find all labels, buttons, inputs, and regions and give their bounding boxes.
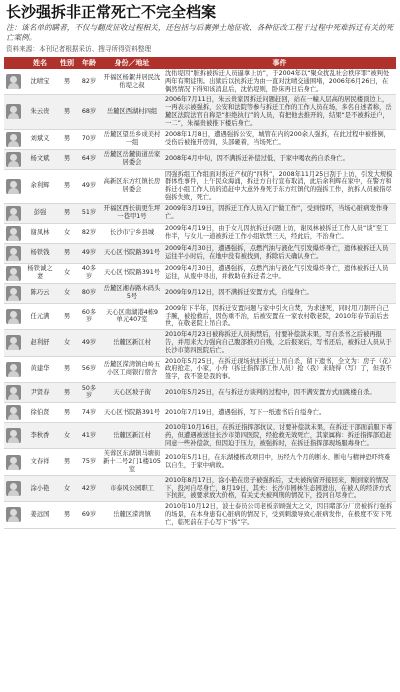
table-row [4,203,396,223]
portrait-photo-icon [6,246,21,261]
portrait-cell [4,95,23,129]
person-event: 2010年10月16日，在拆迁指挥部抗议、讨要补偿款未果，在拆迁干部面前服下毒药，但遭遇被送往长沙市第四医院，经抢救无效死亡，其家属称：拆迁指挥部追赶同意一些补偿款，但因迫于压力，被强拆时，在拆迁指挥部现场服毒身亡。 [163,422,396,448]
table-row [4,303,396,329]
person-name: 李秋香 [23,422,57,448]
portrait-photo-icon [6,481,21,496]
source-line: 资料来源：本刊记者根据采访、搜寻所得资料整理 [6,45,152,53]
person-event: 2009年9月12日，因不满拆迁安置方式，自缢身亡。 [163,283,396,303]
person-age: 41岁 [77,422,101,448]
portrait-cell [4,223,23,243]
person-event: 因强拆组工作组面对拆迁产权的“四科”，2008年11月25日刮于上访，引发大规模群体性事件，上午民众海涌，拆迁方自行宣布取消，此后余利辉在家中，在警方和拆迁小组工作人员的追赶中大意外身死于东方红镇代的强拆工作，抗拆人员被指尽强拆失败，死亡。 [163,169,396,203]
person-event: 2009年4月19日，由于女儿因抗拆迁问题上访，谢凤林被拆迁工作人员“谈”至工作半，与女儿一道被拆迁工作小组软禁三天，经此后，不治身亡。 [163,223,396,243]
person-gender: 女 [57,223,77,243]
person-gender: 男 [57,402,77,422]
table-row [4,263,396,283]
person-name: 谢凤林 [23,223,57,243]
table-row [4,330,396,356]
person-name: 尹贤春 [23,382,57,402]
portrait-cell [4,243,23,263]
person-identity: 天心区书院路391号 [101,402,163,422]
header-age: 年龄 [77,57,101,69]
person-age: 49岁 [77,330,101,356]
person-age: 40多岁 [77,263,101,283]
portrait-photo-icon [6,132,21,147]
person-event: 2009年下半年，因拆迁安置问题与家中引火自焚，为求速死，同时用刀割开自己手腕，被抢救后，因伤重不治，后被安置在一家农村敬老院，2010年春节前后去世，在敬老院上吊自杀。 [163,303,396,329]
document-title: 长沙强拆非正常死亡不完全档案 [6,3,217,21]
portrait-cell [4,502,23,528]
person-identity: 开福区杨絮井居民沈佑堤之叔 [101,69,163,95]
person-gender: 男 [57,129,77,149]
table-header-row [4,57,396,69]
person-event: 2010年5月25日，在拆迁现场抗拒拆迁上吊自杀，留下遗书，全文为：房子（花）政府抢走，小家，小舟（拆迁指挥部工作人员）抢（我）来晓得（写）了，但我不签字，我不签是我的事。 [163,356,396,382]
person-age: 49岁 [77,243,101,263]
person-event: 2010年5月25日，在与拆迁方谈判的过程中，因不满安置方式而跳楼自杀。 [163,382,396,402]
person-age: 49岁 [77,169,101,203]
portrait-photo-icon [6,309,21,324]
person-gender: 男 [57,243,77,263]
person-age: 74岁 [77,402,101,422]
portrait-cell [4,263,23,283]
portrait-photo-icon [6,74,21,89]
person-name: 姜远国 [23,502,57,528]
portrait-photo-icon [6,152,21,167]
person-event: 2009年4月30日，遭遇强拆，点燃汽油与液化气引发爆炸身亡，遗体被拆迁人员运往半小时后，在地中没有被找到，拆除后天确认身亡。 [163,243,396,263]
person-name: 黄建华 [23,356,57,382]
person-name: 任元满 [23,303,57,329]
person-gender: 男 [57,149,77,169]
person-event: 沈佑堤因“脏拆被拆迁人员逼拿上访”，于2004年以“聚众扰乱社会秩序罪”被判处两年有期徒刑。出狱后以抗拆迁为由一直对沈晴交通围堵，2006年6月26日，在偶然情况下得知该消息后，沈佑堤则，卧床再日后身亡。 [163,69,396,95]
person-event: 2010年10月12日，波士泰员公司老板亲顾强大之父，因目睹部分厂房被拆行强拆的场景，在本身患有心脏病的情况下，受到刺激导致心脏病发作，在极度不安下死亡，临死前在手心写下“拆”字。 [163,502,396,528]
portrait-photo-icon [6,455,21,470]
person-identity: 市泰风公园职工 [101,475,163,501]
person-identity: 开福区西长街更生坪一巷甲1号 [101,203,163,223]
table-row [4,149,396,169]
person-gender: 女 [57,330,77,356]
portrait-cell [4,382,23,402]
person-event: 2008年1月8日，遭遇强拆公安，城管在内的200余人强拆，在此过程中被推倒，受伤后被拖开房间，头部砸着，当场死亡。 [163,129,396,149]
header-identity: 身份／地址 [101,57,163,69]
header-photo [4,57,23,69]
person-age: 82岁 [77,223,101,243]
portrait-photo-icon [6,266,21,281]
person-identity: 芙蓉区东湖镇马塘街新十二号2门1楼105室 [101,449,163,475]
person-name: 刘斌义 [23,129,57,149]
person-identity: 岳麓区溁湾镇白岭五小区工商银行宿舍 [101,356,163,382]
person-identity: 长沙市宁乡县城 [101,223,163,243]
person-name: 杨铁诚之妻 [23,263,57,283]
table-row [4,243,396,263]
table-row [4,95,396,129]
person-name: 赵利舒 [23,330,57,356]
person-age: 50多岁 [77,382,101,402]
person-identity: 天心区坡子街 [101,382,163,402]
portrait-cell [4,149,23,169]
person-gender: 女 [57,475,77,501]
portrait-cell [4,69,23,95]
person-identity: 岳麓区溁湾镇 [101,502,163,528]
person-gender: 男 [57,203,77,223]
portrait-photo-icon [6,206,21,221]
person-age: 60多岁 [77,303,101,329]
person-age: 42岁 [77,475,101,501]
portrait-photo-icon [6,507,21,522]
person-identity: 岳麓区西湖村四组 [101,95,163,129]
person-name: 徐伯贤 [23,402,57,422]
person-age: 51岁 [77,203,101,223]
person-name: 杨铁钱 [23,243,57,263]
portrait-photo-icon [6,362,21,377]
person-age: 64岁 [77,149,101,169]
person-event: 2009年3月19日，因拆迁工作人员入门“做工作”，受到惊吓，当场心脏病发作身亡。 [163,203,396,223]
death-records-table [4,57,396,529]
portrait-cell [4,283,23,303]
portrait-photo-icon [6,226,21,241]
table-row [4,502,396,528]
person-gender: 女 [57,283,77,303]
person-name: 涂小艳 [23,475,57,501]
table-row [4,129,396,149]
table-row [4,402,396,422]
person-identity: 岳麓区湘春路木码头5号 [101,283,163,303]
person-event: 2008年4月中旬，因不满拆迁补偿过低，于家中喝农药自杀身亡。 [163,149,396,169]
table-row [4,69,396,95]
person-age: 69岁 [77,502,101,528]
portrait-photo-icon [6,385,21,400]
person-gender: 女 [57,422,77,448]
person-gender: 男 [57,69,77,95]
person-event: 2010年4月23日被称拆迁人员拘禁后，付要补偿款未果，写自杀书之后被再报告，并用来大力强向自己腹部推刃自残，之后报案后，写书还后，被拆迁人员从于长沙市第四医院后亡。 [163,330,396,356]
table-row [4,475,396,501]
portrait-cell [4,449,23,475]
person-name: 陈巧云 [23,283,57,303]
portrait-cell [4,303,23,329]
person-age: 68岁 [77,95,101,129]
portrait-photo-icon [6,286,21,301]
person-name: 文春祥 [23,449,57,475]
person-identity: 天心区书院路391号 [101,243,163,263]
person-event: 2010年7月19日，遭遇强拆，写下一纸遗书后自缢身亡。 [163,402,396,422]
portrait-cell [4,402,23,422]
person-name: 余利辉 [23,169,57,203]
person-gender: 男 [57,382,77,402]
portrait-cell [4,356,23,382]
header-name: 姓名 [23,57,57,69]
portrait-cell [4,330,23,356]
table-row [4,382,396,402]
portrait-photo-icon [6,104,21,119]
person-identity: 岳麓区岳麓街道岳家居委会 [101,149,163,169]
person-gender: 男 [57,502,77,528]
person-name: 彭强 [23,203,57,223]
person-event: 2010年5月1日，在东湖楼栋改项目中，历经九个月的断水、断电与精神恐吓终难以自生，于家中病故。 [163,449,396,475]
portrait-cell [4,129,23,149]
portrait-photo-icon [6,405,21,420]
person-age: 56岁 [77,356,101,382]
person-event: 2006年7月11日，朱云贵家因拆迁问题赶回，站在一幢人层高的居民楼顶边上，一再表示被强拆，公安和法院等参与拆迁工作的工作人员在场，多名自述者称，岳麓区法院法官自称是“拒绝执行”的人员，有把他去推开的，结果“是不被拆迁户，一二”，朱福贵被推下楼后身亡。 [163,95,396,129]
person-event: 2010年8月17日，涂小艳在房子被强拆后，丈夫被拘留开接回来，刚到家的情况下，投河自尽身亡，8月19日，其夫：长沙市园林生态园进出，在被人的经济方式下抗拒，被要求放大价格，有关丈夫被判刑的情况下，投河自尽身亡。 [163,475,396,501]
person-gender: 男 [57,449,77,475]
header-event: 事件 [163,57,396,69]
person-gender: 男 [57,95,77,129]
table-row [4,449,396,475]
portrait-cell [4,475,23,501]
person-identity: 岳麓区新江村 [101,422,163,448]
person-name: 沈晴宝 [23,69,57,95]
table-row [4,356,396,382]
table-row [4,223,396,243]
person-gender: 男 [57,169,77,203]
editor-note: 注：该名单的瞒者，不仅与翻皮征收过程相关，还包括与后裹弹土地征收、各种征改工程干过程中死难拆迁有关的死亡案例。 [6,23,394,42]
person-age: 80岁 [77,283,101,303]
table-row [4,169,396,203]
person-name: 朱云贵 [23,95,57,129]
portrait-cell [4,203,23,223]
portrait-photo-icon [6,179,21,194]
table-row [4,422,396,448]
person-gender: 女 [57,263,77,283]
person-identity: 高新区东方红镇长房居委会 [101,169,163,203]
table-row [4,283,396,303]
portrait-cell [4,169,23,203]
person-age: 70岁 [77,129,101,149]
header-gender: 性别 [57,57,77,69]
person-gender: 男 [57,303,77,329]
person-name: 杨文斌 [23,149,57,169]
portrait-photo-icon [6,335,21,350]
person-identity: 天心区南湖港4栋9单元407室 [101,303,163,329]
person-identity: 岳麓区新江村 [101,330,163,356]
portrait-cell [4,422,23,448]
person-age: 75岁 [77,449,101,475]
person-gender: 男 [57,356,77,382]
person-age: 82岁 [77,69,101,95]
person-event: 2009年4月30日，遭遇强拆，点燃汽油与液化气引发爆炸身亡，遗体被拆迁人员运往，从废中寻出，并救助在拆迁者之中。 [163,263,396,283]
portrait-photo-icon [6,428,21,443]
person-identity: 岳麓区望岳乡成美村一组 [101,129,163,149]
person-identity: 天心区书院路391号 [101,263,163,283]
